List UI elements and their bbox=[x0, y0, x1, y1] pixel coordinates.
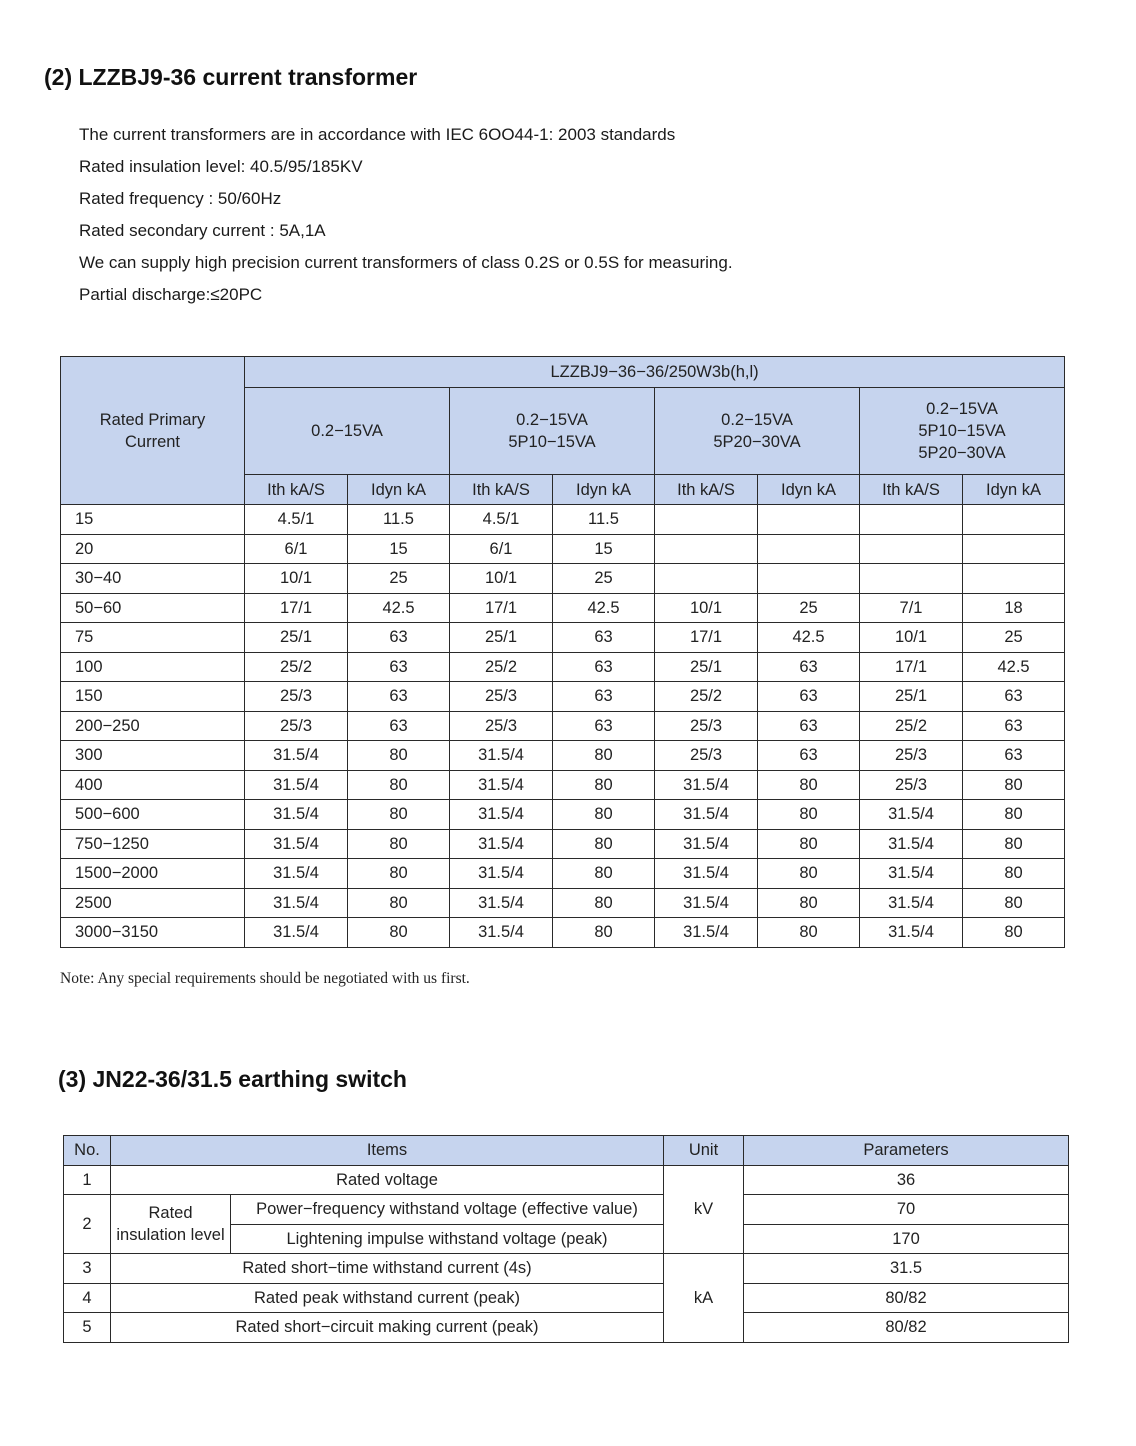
value-cell: 63 bbox=[758, 741, 860, 771]
value-cell: 80 bbox=[553, 888, 655, 918]
row-group-insulation-level bbox=[111, 1195, 231, 1254]
value-cell: 31.5/4 bbox=[860, 800, 963, 830]
spec-line: Rated frequency : 50/60Hz bbox=[79, 189, 282, 208]
row-item: Rated short−circuit making current (peak) bbox=[111, 1313, 664, 1343]
value-cell: 80 bbox=[963, 770, 1065, 800]
table-row bbox=[61, 682, 1065, 712]
value-cell bbox=[963, 505, 1065, 535]
value-cell: 31.5/4 bbox=[655, 918, 758, 948]
primary-current-cell: 2500 bbox=[61, 888, 245, 918]
group-line: 0.2−15VA bbox=[721, 411, 793, 429]
value-cell: 31.5/4 bbox=[860, 859, 963, 889]
value-cell: 31.5/4 bbox=[450, 888, 553, 918]
value-cell bbox=[655, 564, 758, 594]
table-row bbox=[61, 505, 1065, 535]
value-cell bbox=[963, 534, 1065, 564]
value-cell: 25 bbox=[963, 623, 1065, 653]
value-cell: 80 bbox=[758, 859, 860, 889]
value-cell: 25/3 bbox=[860, 741, 963, 771]
group-line: 5P10−15VA bbox=[508, 433, 596, 451]
row-item: Rated short−time withstand current (4s) bbox=[111, 1254, 664, 1284]
value-cell: 31.5/4 bbox=[860, 829, 963, 859]
primary-current-cell: 30−40 bbox=[61, 564, 245, 594]
row-no: 2 bbox=[64, 1195, 111, 1254]
value-cell: 80 bbox=[348, 800, 450, 830]
table-row bbox=[61, 741, 1065, 771]
row-no: 4 bbox=[64, 1283, 111, 1313]
value-cell: 63 bbox=[348, 623, 450, 653]
primary-current-cell: 20 bbox=[61, 534, 245, 564]
value-cell: 63 bbox=[553, 652, 655, 682]
value-cell: 31.5/4 bbox=[450, 800, 553, 830]
value-cell: 80 bbox=[758, 800, 860, 830]
value-cell: 25/3 bbox=[860, 770, 963, 800]
value-cell bbox=[758, 564, 860, 594]
value-cell: 31.5/4 bbox=[245, 800, 348, 830]
value-cell: 18 bbox=[963, 593, 1065, 623]
sub-header-ith: Ith kA/S bbox=[655, 475, 758, 505]
value-cell: 31.5/4 bbox=[860, 918, 963, 948]
value-cell: 80 bbox=[553, 859, 655, 889]
value-cell: 31.5/4 bbox=[655, 770, 758, 800]
table-row bbox=[61, 623, 1065, 653]
value-cell bbox=[655, 505, 758, 535]
value-cell: 17/1 bbox=[245, 593, 348, 623]
group-line: Rated bbox=[148, 1204, 193, 1222]
value-cell: 25/1 bbox=[860, 682, 963, 712]
value-cell: 31.5/4 bbox=[655, 800, 758, 830]
value-cell: 80 bbox=[963, 888, 1065, 918]
table-row bbox=[61, 652, 1065, 682]
table-row bbox=[61, 593, 1065, 623]
value-cell: 25/1 bbox=[450, 623, 553, 653]
value-cell: 31.5/4 bbox=[245, 770, 348, 800]
note-text: Note: Any special requirements should be negotiated with us first. bbox=[60, 970, 470, 987]
spec-line: The current transformers are in accordance with IEC 6OO44-1: 2003 standards bbox=[79, 125, 676, 144]
value-cell: 42.5 bbox=[963, 652, 1065, 682]
primary-current-cell: 15 bbox=[61, 505, 245, 535]
value-cell: 10/1 bbox=[655, 593, 758, 623]
value-cell: 25/2 bbox=[655, 682, 758, 712]
value-cell: 31.5/4 bbox=[655, 888, 758, 918]
value-cell: 80 bbox=[553, 829, 655, 859]
value-cell: 80 bbox=[963, 829, 1065, 859]
spec-line: Partial discharge:≤20PC bbox=[79, 285, 263, 304]
unit-ka: kA bbox=[664, 1254, 744, 1343]
value-cell: 25/3 bbox=[655, 741, 758, 771]
value-cell: 17/1 bbox=[450, 593, 553, 623]
value-cell: 25/1 bbox=[655, 652, 758, 682]
value-cell: 7/1 bbox=[860, 593, 963, 623]
sub-header-ith: Ith kA/S bbox=[245, 475, 348, 505]
value-cell: 80 bbox=[758, 888, 860, 918]
value-cell: 31.5/4 bbox=[450, 918, 553, 948]
group-header-3 bbox=[655, 388, 860, 475]
primary-current-cell: 300 bbox=[61, 741, 245, 771]
value-cell: 31.5/4 bbox=[655, 859, 758, 889]
table-row bbox=[61, 829, 1065, 859]
value-cell: 63 bbox=[553, 623, 655, 653]
value-cell: 80 bbox=[963, 800, 1065, 830]
unit-kv: kV bbox=[664, 1165, 744, 1254]
value-cell: 31.5/4 bbox=[245, 918, 348, 948]
value-cell: 4.5/1 bbox=[450, 505, 553, 535]
value-cell: 25/3 bbox=[655, 711, 758, 741]
value-cell: 25/3 bbox=[450, 682, 553, 712]
group-header-4 bbox=[860, 388, 1065, 475]
value-cell: 17/1 bbox=[860, 652, 963, 682]
spec-line: Rated insulation level: 40.5/95/185KV bbox=[79, 157, 363, 176]
row-param: 170 bbox=[744, 1224, 1069, 1254]
value-cell: 80 bbox=[348, 829, 450, 859]
value-cell: 63 bbox=[348, 652, 450, 682]
section-title-current-transformer: (2) LZZBJ9-36 current transformer bbox=[44, 64, 418, 90]
spec-list bbox=[79, 124, 733, 316]
group-line: insulation level bbox=[116, 1226, 225, 1244]
value-cell: 31.5/4 bbox=[450, 829, 553, 859]
row-no: 3 bbox=[64, 1254, 111, 1284]
value-cell bbox=[758, 534, 860, 564]
value-cell: 31.5/4 bbox=[245, 888, 348, 918]
spec-line: Rated secondary current : 5A,1A bbox=[79, 221, 326, 240]
value-cell: 25/3 bbox=[245, 711, 348, 741]
value-cell: 25/2 bbox=[860, 711, 963, 741]
value-cell: 25 bbox=[348, 564, 450, 594]
value-cell: 63 bbox=[963, 682, 1065, 712]
value-cell: 80 bbox=[963, 859, 1065, 889]
spec-line: We can supply high precision current transformers of class 0.2S or 0.5S for measuring. bbox=[79, 253, 733, 272]
sub-header-ith: Ith kA/S bbox=[860, 475, 963, 505]
primary-current-cell: 100 bbox=[61, 652, 245, 682]
section-title-earthing-switch: (3) JN22-36/31.5 earthing switch bbox=[58, 1066, 407, 1092]
header-no: No. bbox=[64, 1136, 111, 1166]
value-cell: 80 bbox=[963, 918, 1065, 948]
value-cell bbox=[860, 564, 963, 594]
value-cell: 15 bbox=[553, 534, 655, 564]
value-cell: 80 bbox=[553, 770, 655, 800]
group-header-1 bbox=[245, 388, 450, 475]
value-cell: 11.5 bbox=[348, 505, 450, 535]
value-cell: 10/1 bbox=[860, 623, 963, 653]
value-cell: 15 bbox=[348, 534, 450, 564]
header-unit: Unit bbox=[664, 1136, 744, 1166]
value-cell: 25 bbox=[553, 564, 655, 594]
row-param: 80/82 bbox=[744, 1283, 1069, 1313]
value-cell bbox=[860, 534, 963, 564]
primary-current-cell: 1500−2000 bbox=[61, 859, 245, 889]
value-cell: 31.5/4 bbox=[245, 859, 348, 889]
primary-current-cell: 400 bbox=[61, 770, 245, 800]
value-cell: 31.5/4 bbox=[655, 829, 758, 859]
value-cell: 31.5/4 bbox=[245, 829, 348, 859]
current-transformer-table-body bbox=[61, 505, 1065, 948]
value-cell: 63 bbox=[963, 741, 1065, 771]
group-line: 0.2−15VA bbox=[926, 400, 998, 418]
value-cell: 63 bbox=[553, 682, 655, 712]
model-header: LZZBJ9−36−36/250W3b(h,l) bbox=[245, 357, 1065, 388]
sub-header-idyn: Idyn kA bbox=[758, 475, 860, 505]
value-cell: 6/1 bbox=[245, 534, 348, 564]
primary-current-cell: 50−60 bbox=[61, 593, 245, 623]
group-header-2 bbox=[450, 388, 655, 475]
table-row bbox=[61, 859, 1065, 889]
value-cell: 80 bbox=[553, 800, 655, 830]
value-cell: 80 bbox=[758, 829, 860, 859]
value-cell: 80 bbox=[348, 888, 450, 918]
value-cell: 17/1 bbox=[655, 623, 758, 653]
value-cell: 63 bbox=[758, 711, 860, 741]
value-cell: 42.5 bbox=[348, 593, 450, 623]
value-cell: 31.5/4 bbox=[450, 741, 553, 771]
value-cell: 63 bbox=[553, 711, 655, 741]
value-cell: 31.5/4 bbox=[450, 770, 553, 800]
value-cell: 11.5 bbox=[553, 505, 655, 535]
group-line: 0.2−15VA bbox=[516, 411, 588, 429]
value-cell bbox=[758, 505, 860, 535]
row-sub-item: Lightening impulse withstand voltage (peak) bbox=[231, 1224, 664, 1254]
value-cell bbox=[655, 534, 758, 564]
table-row bbox=[61, 918, 1065, 948]
value-cell: 80 bbox=[758, 918, 860, 948]
value-cell: 10/1 bbox=[245, 564, 348, 594]
earthing-switch-table bbox=[63, 1135, 1069, 1343]
row-item: Rated peak withstand current (peak) bbox=[111, 1283, 664, 1313]
group-line: 5P10−15VA bbox=[918, 422, 1006, 440]
sub-header-idyn: Idyn kA bbox=[963, 475, 1065, 505]
current-transformer-table bbox=[60, 356, 1065, 948]
value-cell: 80 bbox=[758, 770, 860, 800]
value-cell: 42.5 bbox=[758, 623, 860, 653]
row-param: 36 bbox=[744, 1165, 1069, 1195]
sub-header-idyn: Idyn kA bbox=[348, 475, 450, 505]
group-line: 5P20−30VA bbox=[713, 433, 801, 451]
value-cell: 25/2 bbox=[450, 652, 553, 682]
header-items: Items bbox=[111, 1136, 664, 1166]
row-param: 80/82 bbox=[744, 1313, 1069, 1343]
row-param: 70 bbox=[744, 1195, 1069, 1225]
value-cell: 25/2 bbox=[245, 652, 348, 682]
value-cell: 42.5 bbox=[553, 593, 655, 623]
sub-header-ith: Ith kA/S bbox=[450, 475, 553, 505]
table-row bbox=[61, 770, 1065, 800]
value-cell: 80 bbox=[553, 741, 655, 771]
group-line: 0.2−15VA bbox=[311, 422, 383, 440]
value-cell: 80 bbox=[553, 918, 655, 948]
header-parameters: Parameters bbox=[744, 1136, 1069, 1166]
value-cell: 80 bbox=[348, 859, 450, 889]
value-cell bbox=[860, 505, 963, 535]
row-item: Rated voltage bbox=[111, 1165, 664, 1195]
table-row bbox=[61, 800, 1065, 830]
row-param: 31.5 bbox=[744, 1254, 1069, 1284]
value-cell: 31.5/4 bbox=[245, 741, 348, 771]
value-cell: 31.5/4 bbox=[860, 888, 963, 918]
value-cell: 6/1 bbox=[450, 534, 553, 564]
group-line: 5P20−30VA bbox=[918, 444, 1006, 462]
sub-header-idyn: Idyn kA bbox=[553, 475, 655, 505]
value-cell: 63 bbox=[348, 711, 450, 741]
value-cell: 4.5/1 bbox=[245, 505, 348, 535]
primary-current-cell: 75 bbox=[61, 623, 245, 653]
value-cell: 80 bbox=[348, 741, 450, 771]
primary-current-cell: 500−600 bbox=[61, 800, 245, 830]
table-row bbox=[61, 534, 1065, 564]
value-cell: 80 bbox=[348, 770, 450, 800]
row-no: 5 bbox=[64, 1313, 111, 1343]
primary-current-cell: 150 bbox=[61, 682, 245, 712]
value-cell: 25 bbox=[758, 593, 860, 623]
value-cell: 25/1 bbox=[245, 623, 348, 653]
value-cell bbox=[963, 564, 1065, 594]
value-cell: 63 bbox=[758, 652, 860, 682]
value-cell: 63 bbox=[758, 682, 860, 712]
row-no: 1 bbox=[64, 1165, 111, 1195]
primary-current-cell: 200−250 bbox=[61, 711, 245, 741]
value-cell: 25/3 bbox=[450, 711, 553, 741]
table-row bbox=[61, 888, 1065, 918]
row-header-rated-primary-current: Rated Primary Current bbox=[61, 357, 245, 505]
table-row bbox=[61, 711, 1065, 741]
primary-current-cell: 750−1250 bbox=[61, 829, 245, 859]
value-cell: 63 bbox=[348, 682, 450, 712]
value-cell: 63 bbox=[963, 711, 1065, 741]
value-cell: 31.5/4 bbox=[450, 859, 553, 889]
value-cell: 10/1 bbox=[450, 564, 553, 594]
value-cell: 80 bbox=[348, 918, 450, 948]
row-sub-item: Power−frequency withstand voltage (effective value) bbox=[231, 1195, 664, 1225]
value-cell: 25/3 bbox=[245, 682, 348, 712]
table-row bbox=[61, 564, 1065, 594]
primary-current-cell: 3000−3150 bbox=[61, 918, 245, 948]
